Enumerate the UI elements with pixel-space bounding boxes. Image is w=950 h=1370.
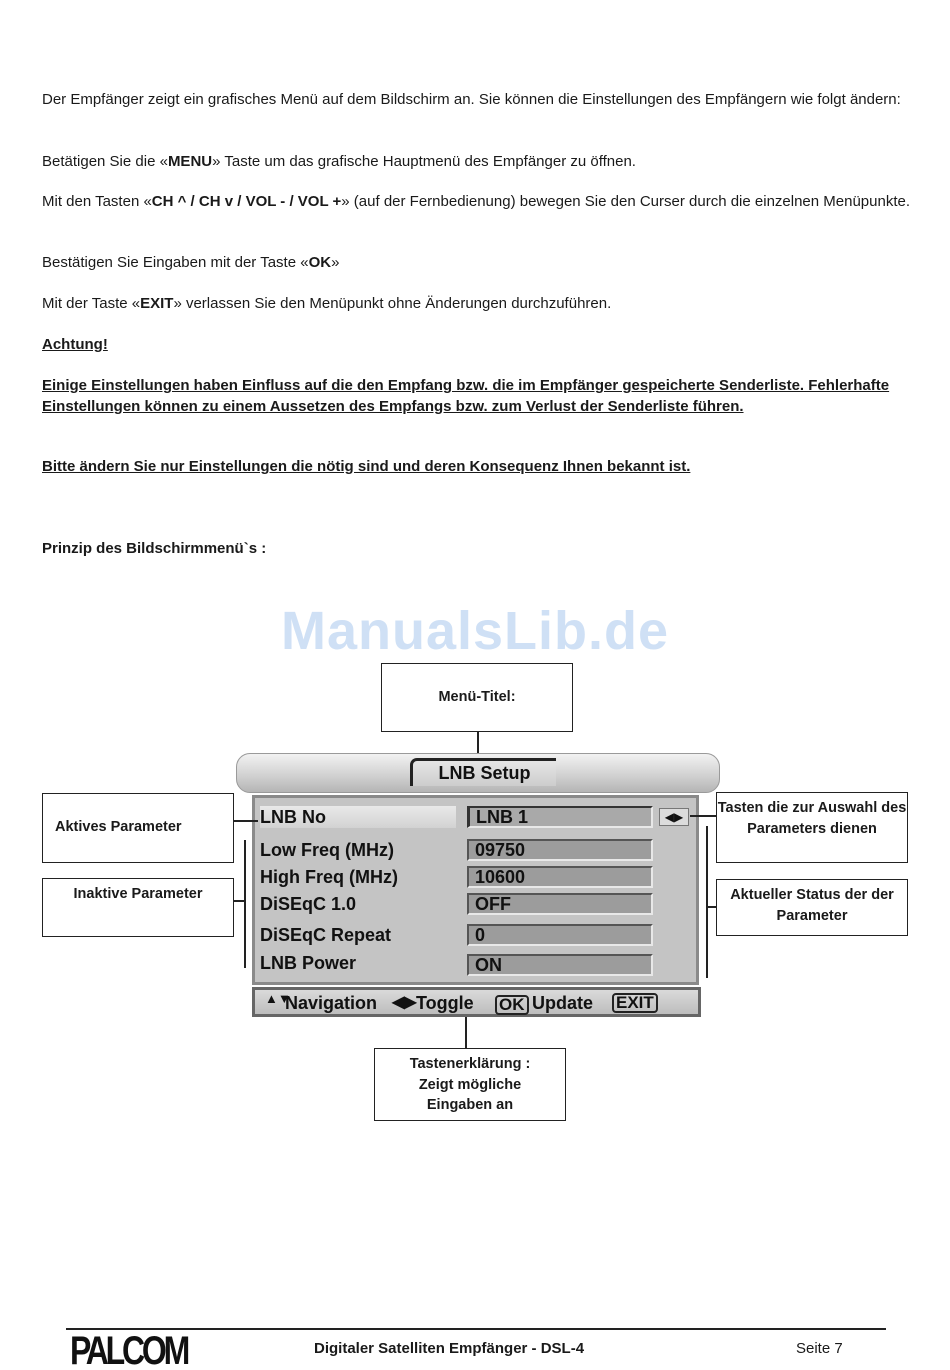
param-label[interactable]: Low Freq (MHz) <box>260 840 394 860</box>
toggle-arrows-icon[interactable]: ◀▶ <box>659 808 689 826</box>
menu-key-legend-bar <box>252 987 701 1017</box>
bracket-line <box>706 826 708 978</box>
key-name-navigation: CH ^ / CH v / VOL - / VOL + <box>151 193 342 210</box>
param-label[interactable]: LNB Power <box>260 953 357 973</box>
callout-inactive-parameters: Inaktive Parameter <box>42 878 234 937</box>
connector-line <box>465 1017 467 1049</box>
param-value[interactable]: 0 <box>467 924 653 946</box>
left-right-arrows-icon: ◀▶ <box>392 994 417 1011</box>
intro-paragraph-3 <box>42 191 912 212</box>
callout-active-parameter: Aktives Parameter <box>42 793 234 863</box>
section-heading: Prinzip des Bildschirmmenü`s : <box>42 540 267 557</box>
param-label[interactable]: DiSEqC 1.0 <box>260 894 357 914</box>
text-segment: » <box>331 254 340 271</box>
legend-toggle-label: Toggle <box>416 993 474 1013</box>
text-segment: » Taste um das grafische Hauptmenü des Empfänger zu öffnen. <box>212 153 636 170</box>
intro-paragraph-2 <box>42 151 912 172</box>
watermark: ManualsLib.de <box>280 601 670 661</box>
callout-key-legend: Tastenerklärung : Zeigt mögliche Eingaben an <box>374 1048 566 1121</box>
param-label[interactable]: High Freq (MHz) <box>260 867 398 887</box>
intro-paragraph-5 <box>42 293 912 314</box>
param-label-active[interactable]: LNB No <box>260 806 456 828</box>
key-name-exit: EXIT <box>140 295 174 312</box>
key-name-menu: MENU <box>167 153 213 170</box>
menu-title-tab: LNB Setup <box>410 758 556 786</box>
footer-rule <box>66 1328 886 1330</box>
legend-navigation-label: Navigation <box>285 993 378 1013</box>
footer-title: Digitaler Satelliten Empfänger - DSL-4 <box>314 1340 585 1357</box>
bracket-line <box>244 840 246 968</box>
warning-title: Achtung! <box>42 336 108 353</box>
text-segment: Bestätigen Sie Eingaben mit der Taste « <box>42 254 309 271</box>
page-number: Seite 7 <box>796 1340 843 1357</box>
palcom-logo: PALCOM <box>70 1329 188 1370</box>
param-value-active[interactable]: LNB 1 <box>467 806 653 828</box>
text-segment: Mit den Tasten « <box>42 193 152 210</box>
text-segment: » verlassen Sie den Menüpunkt ohne Änderungen durchzuführen. <box>173 295 612 312</box>
up-down-arrows-icon: ▲▼ <box>265 991 291 1006</box>
param-value[interactable]: OFF <box>467 893 653 915</box>
callout-menu-title: Menü-Titel: <box>381 663 573 732</box>
intro-paragraph-4 <box>42 252 912 273</box>
callout-current-status: Aktueller Status der der Parameter <box>716 879 908 936</box>
key-name-ok: OK <box>308 254 332 271</box>
warning-text-1: Einige Einstellungen haben Einfluss auf die den Empfang bzw. die im Empfänger gespeicherte Senderliste. Fehlerhafte Einstellungen können zu einem Aussetzen des Empfangs bzw. zum Verlust der Senderliste führen. <box>42 377 890 415</box>
connector-line <box>690 815 716 817</box>
callout-select-keys: Tasten die zur Auswahl des Parameters dienen <box>716 792 908 863</box>
param-label[interactable]: DiSEqC Repeat <box>260 925 392 945</box>
connector-line <box>706 906 716 908</box>
warning-text-2: Bitte ändern Sie nur Einstellungen die nötig sind und deren Konsequenz Ihnen bekannt ist. <box>42 458 691 475</box>
text-segment: » (auf der Fernbedienung) bewegen Sie den Curser durch die einzelnen Menüpunkte. <box>341 193 911 210</box>
ok-key-icon: OK <box>495 995 529 1015</box>
legend-update-label: Update <box>532 993 594 1013</box>
connector-line <box>234 820 258 822</box>
param-value[interactable]: 10600 <box>467 866 653 888</box>
text-segment: Betätigen Sie die « <box>42 153 168 170</box>
param-value[interactable]: 09750 <box>467 839 653 861</box>
connector-line <box>234 900 244 902</box>
text-segment: Mit der Taste « <box>42 295 141 312</box>
exit-key-icon: EXIT <box>612 993 658 1013</box>
param-value[interactable]: ON <box>467 954 653 976</box>
intro-paragraph-1: Der Empfänger zeigt ein grafisches Menü auf dem Bildschirm an. Sie können die Einstellungen des Empfängern wie folgt ändern: <box>42 91 901 108</box>
